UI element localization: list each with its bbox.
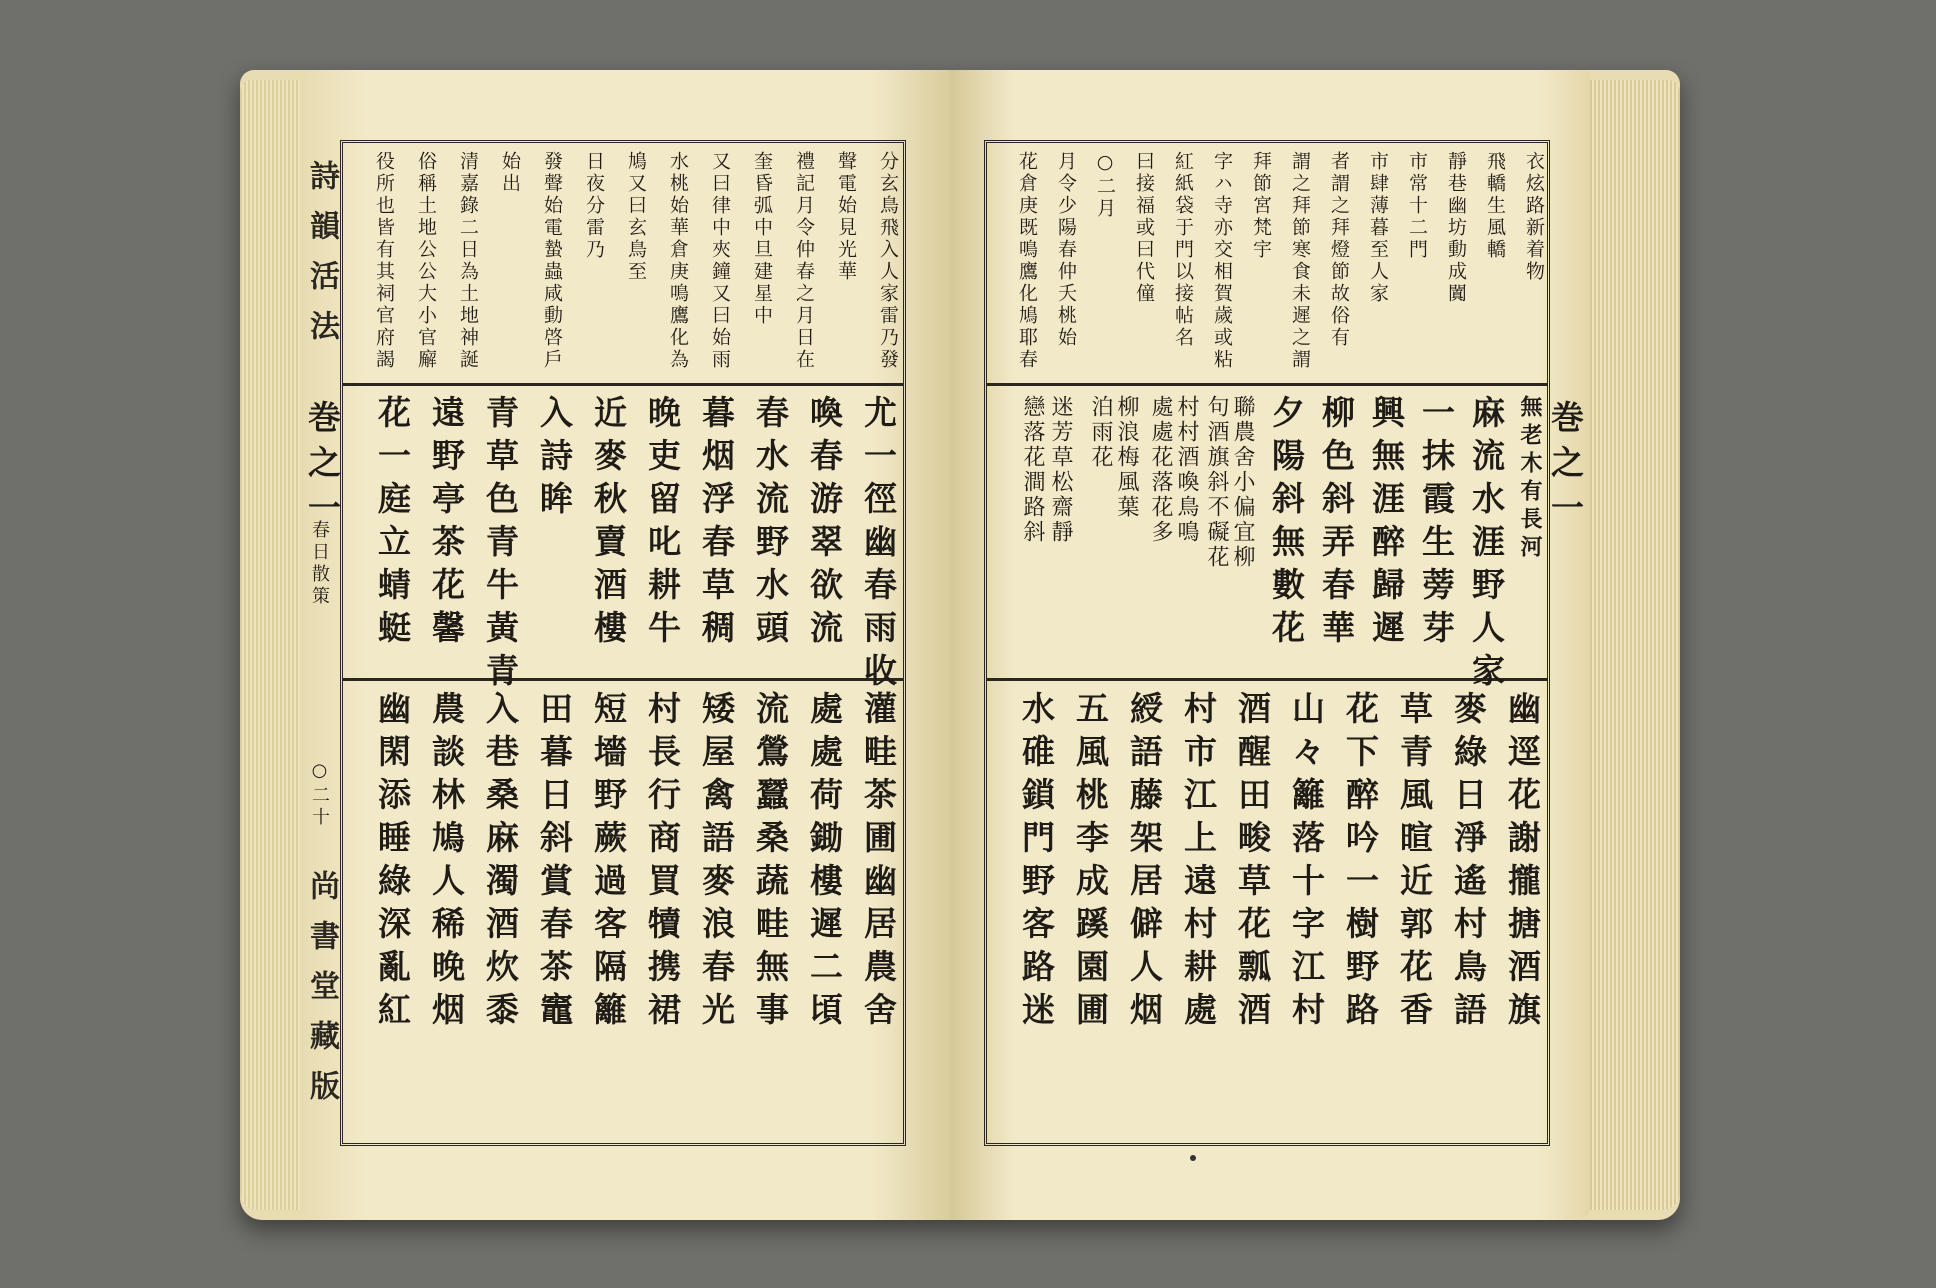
rhyme-entry: 矮屋禽語麥浪春光 [697, 691, 736, 1035]
note-line: 俗稱土地公公大小官廨 [415, 151, 437, 371]
book-edge-right [1588, 80, 1680, 1210]
ink-dot [1190, 1155, 1196, 1161]
book-edge-left [240, 80, 302, 1210]
rhyme-entry: 流鶯蠶桑蔬畦無事 [751, 691, 790, 1035]
right-text-frame [984, 140, 1550, 1146]
rhyme-entry: 晚吏留叱耕牛 [643, 395, 682, 653]
note-line: 市肆薄暮至人家 [1367, 151, 1389, 305]
rhyme-entry: 田暮日斜賞春茶竈 [535, 691, 574, 1035]
note-line: 紅紙袋于門以接帖名 [1172, 151, 1194, 349]
rhyme-entry: 遠野亭茶花馨 [427, 395, 466, 653]
rhyme-entry: 泊雨花 [1088, 395, 1113, 470]
rhyme-entry: 酒醒田畯草花瓢酒 [1233, 691, 1272, 1035]
rhyme-entry: 入巷桑麻濁酒炊黍 [481, 691, 520, 1035]
rhyme-entry: 花一庭立蜻蜓 [373, 395, 412, 653]
rhyme-entry: 入詩眸 [535, 395, 574, 524]
rhyme-entry: 處處花落花多 [1148, 395, 1173, 545]
note-line: 鳩又曰玄鳥至 [625, 151, 647, 283]
note-line: 奎昏弧中旦建星中 [751, 151, 773, 327]
rhyme-entry: 喚春游翠欲流 [805, 395, 844, 653]
rhyme-entry: 處處荷鋤樓遲二頃 [805, 691, 844, 1035]
note-line: 聲電始見光華 [835, 151, 857, 283]
volume-label: 巻之一 [1546, 400, 1585, 535]
note-line: 字ハ寺亦交相賀歲或粘 [1211, 151, 1233, 371]
rhyme-entry: 麥綠日淨遙村鳥語 [1449, 691, 1488, 1035]
section-label: 春日散策 [309, 520, 330, 608]
left-page [300, 70, 950, 1220]
note-line: 市常十二門 [1406, 151, 1428, 261]
rhyme-entry: 短墻野蕨過客隔籬 [589, 691, 628, 1035]
rhyme-entry: 春水流野水頭 [751, 395, 790, 653]
note-line: 衣炫路新着物 [1523, 151, 1545, 283]
rhyme-entry: 幽逕花謝攏搪酒旗 [1503, 691, 1542, 1035]
note-line: 花倉庚既鳴鷹化鳩耶春 [1016, 151, 1038, 371]
rhyme-entry: 句酒旗斜不礙花 [1204, 395, 1229, 570]
publisher-label: 尚書堂藏版 [304, 870, 339, 1120]
rhyme-entry: 綬語藤架居僻人烟 [1125, 691, 1164, 1035]
rhyme-entry: 水碓鎖門野客路迷 [1017, 691, 1056, 1035]
rhyme-entry: 興無涯醉歸遲 [1367, 395, 1406, 653]
note-line: 靜巷幽坊動成闐 [1445, 151, 1467, 305]
rhyme-entry: 暮烟浮春草稠 [697, 395, 736, 653]
rhyme-entry: 尤一徑幽春雨收 [859, 395, 898, 696]
note-line: ○二月 [1094, 151, 1116, 220]
note-line: 發聲始電蟄蟲咸動啓戶 [541, 151, 563, 371]
note-line: 役所也皆有其祠官府謁 [373, 151, 395, 371]
open-book [240, 70, 1680, 1220]
note-line: 曰接福或曰代僮 [1133, 151, 1155, 305]
rhyme-entry: 無老木有長河 [1517, 395, 1543, 563]
rhyme-entry: 灌畦茶圃幽居農舍 [859, 691, 898, 1035]
book-title: 詩韻活法 [304, 160, 339, 360]
note-line: 月令少陽春仲夭桃始 [1055, 151, 1077, 349]
rhyme-entry: 近麥秋賣酒樓 [589, 395, 628, 653]
rhyme-entry: 農談林鳩人稀晚烟 [427, 691, 466, 1035]
rhyme-entry: 村村酒喚鳥鳴 [1174, 395, 1199, 545]
page-number: ○二十 [309, 760, 330, 829]
rhyme-entry: 麻流水涯野人家 [1467, 395, 1506, 696]
note-line: 飛轎生風轎 [1484, 151, 1506, 261]
note-line: 者謂之拜燈節故俗有 [1328, 151, 1350, 349]
rhyme-entry: 戀落花澗路斜 [1020, 395, 1045, 545]
note-line: 日夜分雷乃 [583, 151, 605, 261]
rhyme-entry: 夕陽斜無數花 [1267, 395, 1306, 653]
right-page [950, 70, 1590, 1220]
note-line: 禮記月令仲春之月日在 [793, 151, 815, 371]
rhyme-entry: 山々籬落十字江村 [1287, 691, 1326, 1035]
left-text-frame [340, 140, 906, 1146]
rhyme-entry: 柳色斜弄春華 [1317, 395, 1356, 653]
note-line: 始出 [499, 151, 521, 195]
rhyme-entry: 村市江上遠村耕處 [1179, 691, 1218, 1035]
rhyme-entry: 聯農舍小偏宜柳 [1230, 395, 1255, 570]
rhyme-entry: 迷芳草松齋靜 [1048, 395, 1073, 545]
rhyme-entry: 花下醉吟一樹野路 [1341, 691, 1380, 1035]
rhyme-entry: 柳浪梅風葉 [1114, 395, 1139, 520]
rhyme-entry: 幽閑添睡綠深亂紅 [373, 691, 412, 1035]
rhyme-entry: 青草色青牛黃青 [481, 395, 520, 696]
note-line: 又曰律中夾鐘又曰始雨 [709, 151, 731, 371]
rhyme-entry: 五風桃李成蹊園圃 [1071, 691, 1110, 1035]
note-line: 謂之拜節寒食未遲之謂 [1289, 151, 1311, 371]
note-line: 水桃始華倉庚鳴鷹化為 [667, 151, 689, 371]
rhyme-entry: 草青風暄近郭花香 [1395, 691, 1434, 1035]
volume-label: 巻之一 [303, 400, 342, 535]
note-line: 清嘉錄二日為土地神誕 [457, 151, 479, 371]
rhyme-entry: 村長行商買犢携裙 [643, 691, 682, 1035]
rhyme-entry: 一抹霞生蒡芽 [1417, 395, 1456, 653]
note-line: 拜節宮梵宇 [1250, 151, 1272, 261]
note-line: 分玄鳥飛入人家雷乃發 [877, 151, 899, 371]
